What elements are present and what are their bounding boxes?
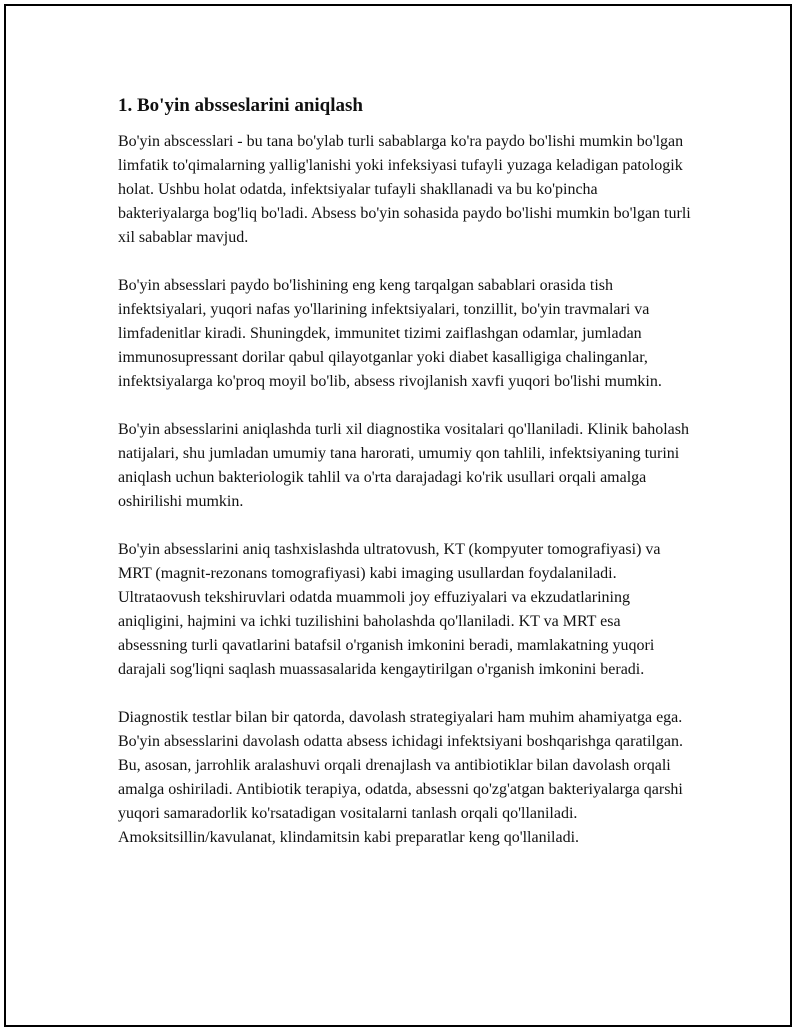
section-heading: 1. Bo'yin absseslarini aniqlash [118,95,363,116]
paragraph-definition: Bo'yin abscesslari - bu tana bo'ylab turli sabablarga ko'ra paydo bo'lishi mumkin bo'lgan limfatik to'qimalarning yallig'lanishi yoki infeksiyasi tufayli yuzaga keladigan patologik holat. Ushbu holat odatda, infektsiyalar tufayli shakllanadi va bu ko'pincha bakteriyalarga bog'liq bo'ladi. Absess bo'yin sohasida paydo bo'lishi mumkin bo'lgan turli xil sabablar mavjud. [118,133,691,246]
document-body [118,94,692,874]
paragraph-treatment: Diagnostik testlar bilan bir qatorda, davolash strategiyalari ham muhim ahamiyatga ega. Bo'yin absesslarini davolash odatta absess ichidagi infektsiyani boshqarishga qaratilgan. Bu, asosan, jarrohlik aralashuvi orqali drenajlash va antibiotiklar bilan davolash orqali amalga oshiriladi. Antibiotik terapiya, odatda, absessni qo'zg'atgan bakteriyalarga qarshi yuqori samaradorlik ko'rsatadigan vositalarni tanlash orqali qo'llaniladi. Amoksitsillin/kavulanat, klindamitsin kabi preparatlar keng qo'llaniladi. [118,709,683,846]
paragraph-diagnostics: Bo'yin absesslarini aniqlashda turli xil diagnostika vositalari qo'llaniladi. Klinik baholash natijalari, shu jumladan umumiy tana harorati, umumiy qon tahlili, infektsiyaning turini aniqlash uchun bakteriologik tahlil va o'rta darajadagi ko'rik usullari orqali amalga oshirilishi mumkin. [118,421,690,510]
paragraph-causes: Bo'yin absesslari paydo bo'lishining eng keng tarqalgan sabablari orasida tish infektsiyalari, yuqori nafas yo'llarining infektsiyalari, tonzillit, bo'yin travmalari va limfadenitlar kiradi. Shuningdek, immunitet tizimi zaiflashgan odamlar, jumladan immunosupressant dorilar qabul qilayotganlar yoki diabet kasalligiga chalinganlar, infektsiyalarga ko'proq moyil bo'lib, absess rivojlanish xavfi yuqori bo'lishi mumkin. [118,277,662,390]
paragraph-imaging: Bo'yin absesslarini aniq tashxislashda ultratovush, KT (kompyuter tomografiyasi) va MRT (magnit-rezonans tomografiyasi) kabi imaging usullardan foydalaniladi. Ultrataovush tekshiruvlari odatda muammoli joy effuziyalari va ekzudatlarining aniqligini, hajmini va ichki tuzilishini baholashda qo'llaniladi. KT va MRT esa absessning turli qavatlarini batafsil o'rganish imkonini beradi, mamlakatning yuqori darajali sog'liqni saqlash muassasalarida kengaytirilgan o'rganish imkonini beradi. [118,541,661,678]
